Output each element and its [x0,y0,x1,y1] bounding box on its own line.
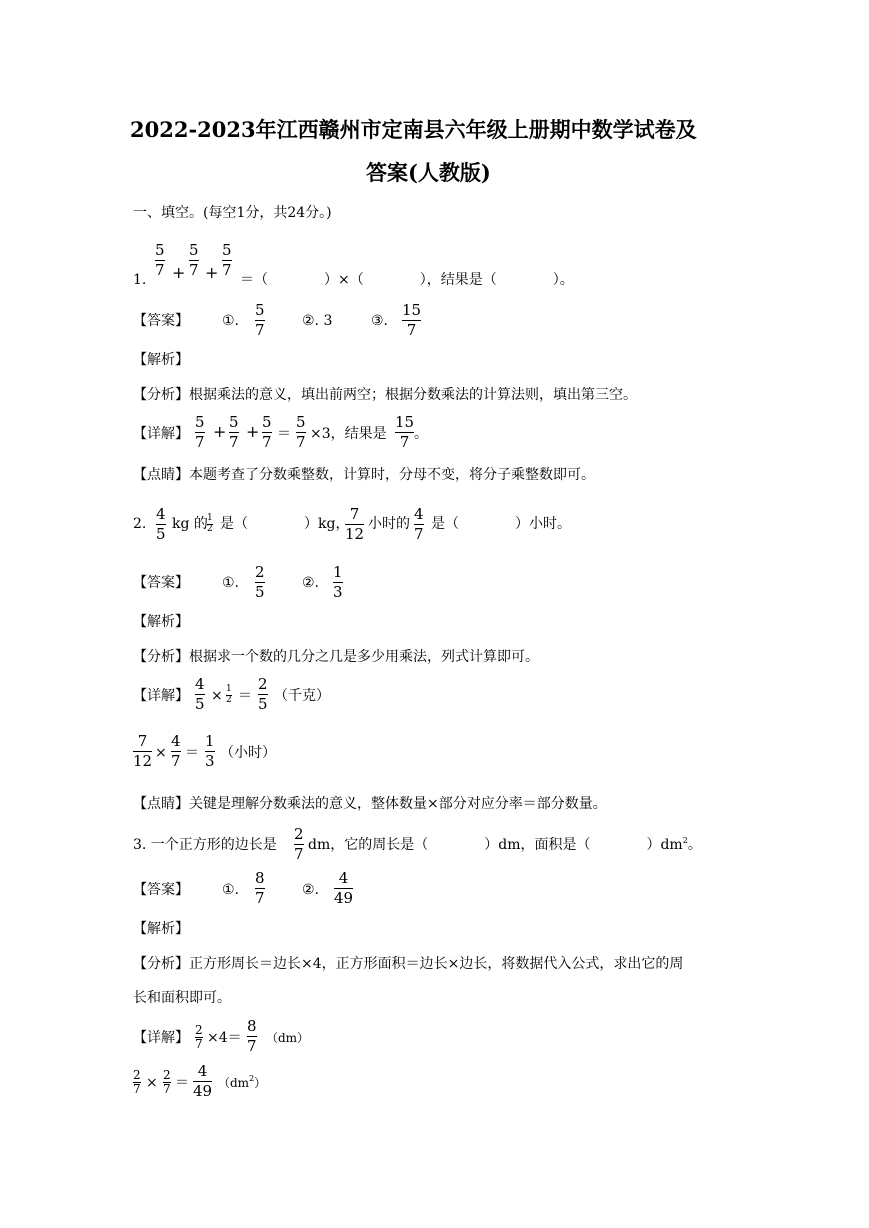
q2-number: 2. [133,516,147,532]
q2-frac-half: 1 2 [207,513,213,534]
q3-detail-result-1: 8 7 [247,1017,257,1055]
q3-side-fraction: 2 7 [294,825,304,863]
q1-fraction-3: 5 7 [222,241,232,279]
q2-fenxi: 【分析】根据求一个数的几分之几是多少用乘法，列式计算即可。 [133,649,539,665]
q2-answer-2: 1 3 [333,563,343,601]
q1-answer-2: ②. 3 [302,313,333,329]
q3-detail-frac-a: 2 7 [133,1068,141,1096]
q1-detail-eq: ＝ [277,426,291,442]
q3-post: dm，它的周长是（ ）dm，面积是（ ）$dm^2$。 [308,836,702,853]
q3-unit-superscript: 2 [249,1074,255,1083]
q3-jiexi: 【解析】 [133,921,189,937]
page-title-line1: 2022-2023年江西赣州市定南县六年级上册期中数学试卷及 [130,117,697,142]
section-heading: 一、填空。(每空1分，共24分。) [133,205,332,221]
q2-detail-half: 1 2 [226,684,232,705]
q3-detail-frac-b: 2 7 [163,1068,171,1096]
q3-answer-2: 4 49 [334,869,354,907]
q1-detail-frac-2: 5 7 [229,413,239,451]
q3-detail-unit-2: $(dm^2)$ [218,1074,267,1090]
q2-detail-result-1: 2 5 [258,675,268,713]
q1-plus-2: + [205,263,219,282]
q1-detail-plus-1: + [213,422,227,441]
q3-answer-1: 8 7 [255,869,265,907]
q1-number: 1. [133,272,147,288]
q2-detail-times-1: × [211,688,223,704]
q2-part3: 是（ ）小时。 [431,516,571,532]
q1-fraction-1: 5 7 [155,241,165,279]
q2-detail-times-2: × [155,745,167,761]
q2-detail-frac-4-5: 4 5 [195,675,205,713]
q3-detail-unit-1: （dm） [266,1031,310,1045]
q3-square-superscript: 2 [682,836,688,845]
q1-detail-end: 。 [414,426,428,442]
q3-fenxi-line2: 长和面积即可。 [133,990,231,1006]
q2-xiangjie-label: 【详解】 [133,688,189,704]
q2-frac-4-5: 4 5 [156,505,166,543]
q2-detail-unit-2: （小时） [220,745,276,761]
q1-answer-label: 【答案】 [133,313,189,329]
q2-answer-label: 【答案】 [133,575,189,591]
q1-detail-plus-2: + [246,422,260,441]
q1-fraction-2: 5 7 [189,241,199,279]
q1-detail-mid: ×3，结果是 [310,426,387,442]
q3-fenxi-line1: 【分析】正方形周长＝边长×4，正方形面积＝边长×边长，将数据代入公式，求出它的周 [133,956,684,972]
q3-answer-1-mark: ①. [222,882,240,898]
q2-answer-2-mark: ②. [302,575,320,591]
page-title-line2: 答案(人教版) [366,160,491,185]
q1-fenxi: 【分析】根据乘法的意义，填出前两空；根据分数乘法的计算法则，填出第三空。 [133,387,637,403]
q1-plus-1: + [172,263,186,282]
q1-answer-1-mark: ①. [222,313,240,329]
q1-jiexi: 【解析】 [133,352,189,368]
q2-detail-eq-2: ＝ [185,745,199,761]
q1-answer-1: 5 7 [255,301,265,339]
q3-xiangjie-label: 【详解】 [133,1030,189,1046]
q1-detail-frac-3: 5 7 [262,413,272,451]
q3-detail-frac-2-7: 2 7 [195,1023,203,1051]
q3-pre: 3. 一个正方形的边长是 [133,837,277,853]
q1-xiangjie-label: 【详解】 [133,426,189,442]
q2-part2: 是（ ）kg， [220,516,350,532]
q3-detail-mul4: ×4＝ [207,1030,242,1046]
q2-detail-unit-1: （千克） [274,688,330,704]
q2-jiexi: 【解析】 [133,614,189,630]
q3-answer-label: 【答案】 [133,882,189,898]
q2-answer-1-mark: ①. [222,575,240,591]
q3-detail-eq: ＝ [175,1075,189,1091]
q3-detail-times: × [146,1075,158,1091]
q1-answer-3: 15 7 [402,301,422,339]
q3-detail-result-2: 4 49 [193,1062,213,1100]
q2-detail-frac-7-12: 7 12 [133,732,153,770]
q2-kg-of: kg 的 [172,516,208,532]
q1-answer-3-mark: ③. [371,313,389,329]
q1-detail-frac-4: 5 7 [296,413,306,451]
q2-dianjing: 【点睛】关键是理解分数乘法的意义，整体数量×部分对应分率＝部分数量。 [133,796,607,812]
q2-hour-of: 小时的 [368,516,410,532]
q1-dianjing: 【点睛】本题考查了分数乘整数，计算时，分母不变，将分子乘整数即可。 [133,467,595,483]
q2-answer-1: 2 5 [255,563,265,601]
q3-answer-2-mark: ②. [302,882,320,898]
q2-frac-7-12: 7 12 [345,505,365,543]
q2-detail-eq-1: ＝ [238,688,252,704]
q2-detail-frac-4-7: 4 7 [171,732,181,770]
q1-question-text: ＝（ ）×（ ），结果是（ ）。 [240,272,574,288]
q2-frac-4-7: 4 7 [414,505,424,543]
q1-detail-frac-1: 5 7 [195,413,205,451]
q1-detail-result: 15 7 [395,413,415,451]
q2-detail-result-2: 1 3 [205,732,215,770]
